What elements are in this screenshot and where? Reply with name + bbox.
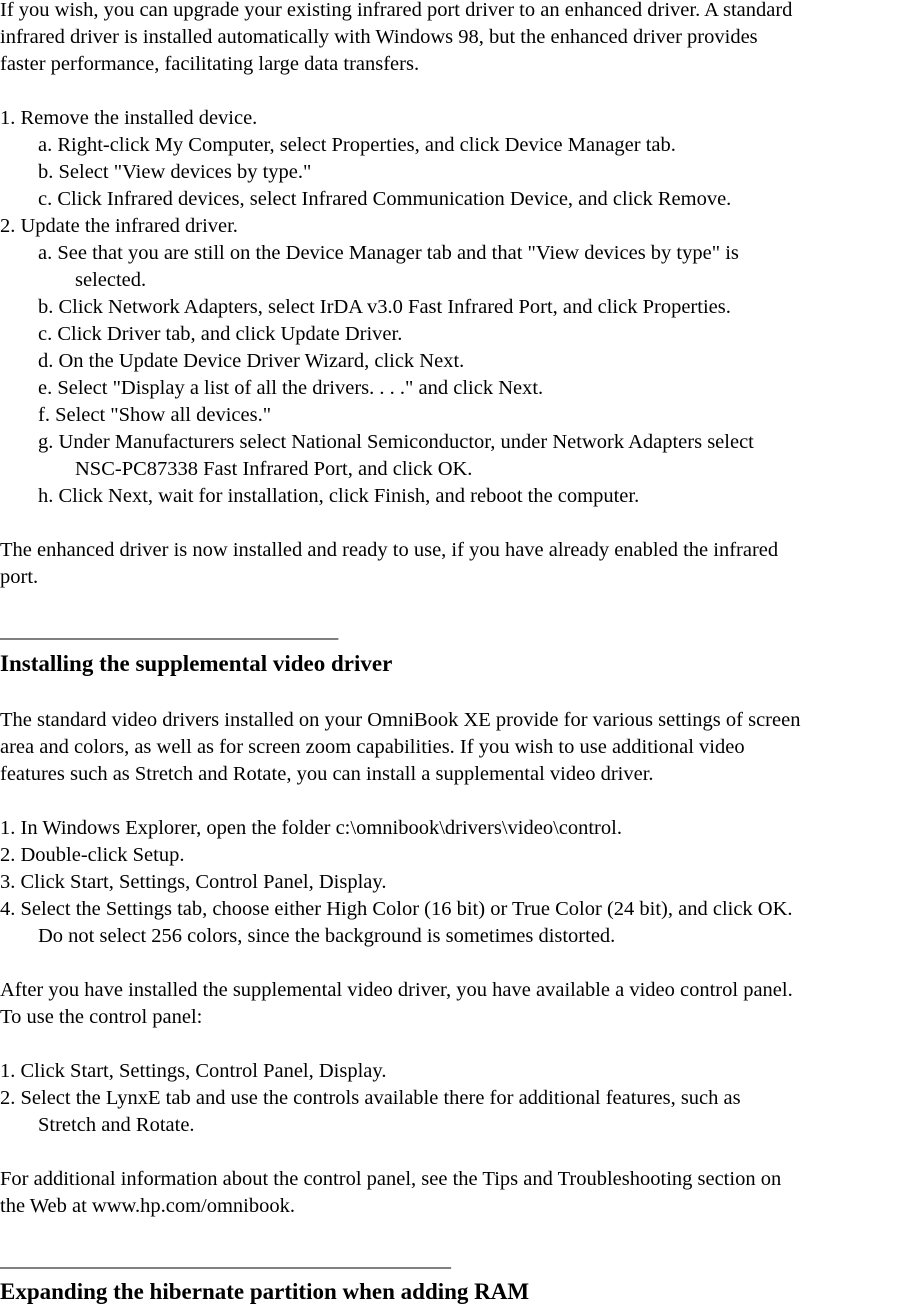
section-heading: Expanding the hibernate partition when adding RAM [0, 1279, 530, 1304]
list-item-continuation: Do not select 256 colors, since the background is sometimes distorted. [38, 925, 616, 947]
section-heading: Installing the supplemental video driver [0, 651, 393, 676]
text-line: port. [0, 566, 39, 588]
text-line: For additional information about the control panel, see the Tips and Troubleshooting section on [0, 1168, 782, 1190]
section-divider: ____________________________________________ [0, 1249, 451, 1271]
text-line: features such as Stretch and Rotate, you can install a supplemental video driver. [0, 763, 654, 785]
list-item: 1. Click Start, Settings, Control Panel, Display. [0, 1060, 387, 1082]
list-item: f. Select "Show all devices." [38, 404, 272, 426]
list-item: h. Click Next, wait for installation, click Finish, and reboot the computer. [38, 485, 640, 507]
text-line: infrared driver is installed automatically with Windows 98, but the enhanced driver provides [0, 26, 758, 48]
list-item: 2. Select the LynxE tab and use the controls available there for additional features, such as [0, 1087, 741, 1109]
list-item: b. Select "View devices by type." [38, 161, 312, 183]
list-item: 2. Update the infrared driver. [0, 215, 238, 237]
list-item-continuation: Stretch and Rotate. [38, 1114, 195, 1136]
list-item: c. Click Driver tab, and click Update Driver. [38, 323, 403, 345]
list-item: b. Click Network Adapters, select IrDA v3.0 Fast Infrared Port, and click Properties. [38, 296, 731, 318]
text-line: If you wish, you can upgrade your existing infrared port driver to an enhanced driver. A standard [0, 0, 793, 21]
list-item: e. Select "Display a list of all the drivers. . . ." and click Next. [38, 377, 544, 399]
list-item: g. Under Manufacturers select National Semiconductor, under Network Adapters select [38, 431, 754, 453]
text-line: To use the control panel: [0, 1006, 203, 1028]
text-line: The standard video drivers installed on your OmniBook XE provide for various settings of screen [0, 709, 801, 731]
list-item-continuation: selected. [75, 269, 147, 291]
list-item-continuation: NSC-PC87338 Fast Infrared Port, and click OK. [75, 458, 473, 480]
text-line: the Web at www.hp.com/omnibook. [0, 1195, 295, 1217]
text-line: The enhanced driver is now installed and ready to use, if you have already enabled the infrared [0, 539, 779, 561]
text-line: area and colors, as well as for screen zoom capabilities. If you wish to use additional video [0, 736, 745, 758]
list-item: a. See that you are still on the Device Manager tab and that "View devices by type" is [38, 242, 739, 264]
list-item: 3. Click Start, Settings, Control Panel, Display. [0, 871, 387, 893]
list-item: c. Click Infrared devices, select Infrared Communication Device, and click Remove. [38, 188, 732, 210]
text-line: faster performance, facilitating large data transfers. [0, 53, 420, 75]
text-line: After you have installed the supplemental video driver, you have available a video control panel. [0, 979, 793, 1001]
list-item: 1. In Windows Explorer, open the folder c:\omnibook\drivers\video\control. [0, 817, 622, 839]
list-item: 2. Double-click Setup. [0, 844, 185, 866]
list-item: a. Right-click My Computer, select Properties, and click Device Manager tab. [38, 134, 676, 156]
list-item: 4. Select the Settings tab, choose either High Color (16 bit) or True Color (24 bit), and click OK. [0, 898, 793, 920]
section-divider: _________________________________ [0, 620, 339, 642]
list-item: d. On the Update Device Driver Wizard, click Next. [38, 350, 465, 372]
list-item: 1. Remove the installed device. [0, 107, 258, 129]
